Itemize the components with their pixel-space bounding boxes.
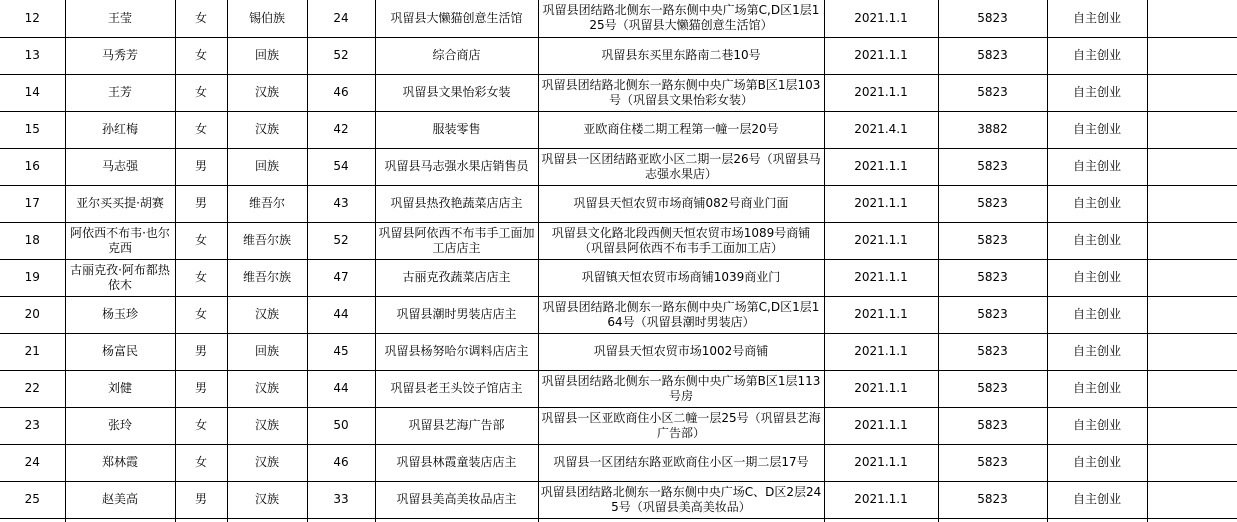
address-cell: 巩留县东买里东路南二巷10号 [538,37,824,74]
address-cell: 巩留镇天恒农贸市场商铺1039商业门 [538,259,824,296]
table-row [0,333,1237,370]
type-cell: 自主创业 [1047,222,1147,259]
business-cell: 巩留县美高美妆品店主 [375,481,538,518]
remark-cell [1147,259,1237,296]
gender-cell: 男 [175,333,227,370]
type-cell: 自主创业 [1047,370,1147,407]
business-cell: 巩留县马志强水果店销售员 [375,148,538,185]
ethnicity-cell: 维吾尔族 [227,259,307,296]
age-cell: 44 [307,370,375,407]
table-row [0,222,1237,259]
address-cell: 巩留县团结路北侧东一路东侧中央广场第B区1层113号房 [538,370,824,407]
age-cell: 45 [307,333,375,370]
business-cell: 巩留县老王头饺子馆店主 [375,370,538,407]
business-cell: 巩留县大懒猫创意生活馆 [375,0,538,37]
seq-cell: 16 [0,148,65,185]
gender-cell: 女 [175,407,227,444]
business-cell: 古丽克孜蔬菜店店主 [375,259,538,296]
table-row [0,407,1237,444]
amount-cell: 3882 [938,111,1047,148]
remark-cell [1147,222,1237,259]
gender-cell: 女 [175,296,227,333]
remark-cell [1147,481,1237,518]
amount-cell: 5823 [938,37,1047,74]
date-cell: 2021.1.1 [824,370,938,407]
seq-cell: 25 [0,481,65,518]
remark-cell [1147,111,1237,148]
remark-cell [1147,37,1237,74]
age-cell: 50 [307,407,375,444]
business-cell: 巩留县文果怡彩女装 [375,74,538,111]
gender-cell: 女 [175,111,227,148]
seq-cell: 18 [0,222,65,259]
type-cell: 自主创业 [1047,296,1147,333]
ethnicity-cell: 回族 [227,37,307,74]
address-cell: 亚欧商住楼二期工程第一幢一层20号 [538,111,824,148]
remark-cell [1147,74,1237,111]
age-cell: 33 [307,481,375,518]
table-row [0,0,1237,37]
name-cell: 王芳 [65,74,175,111]
amount-cell: 5823 [938,185,1047,222]
type-cell: 自主创业 [1047,185,1147,222]
gender-cell: 男 [175,481,227,518]
remark-cell [1147,148,1237,185]
seq-cell: 24 [0,444,65,481]
name-cell: 马志强 [65,148,175,185]
empty-cell [538,518,824,522]
gender-cell: 女 [175,0,227,37]
address-cell: 巩留县一区团结路亚欧小区二期一层26号（巩留县马志强水果店） [538,148,824,185]
address-cell: 巩留县天恒农贸市场1002号商铺 [538,333,824,370]
age-cell: 52 [307,222,375,259]
name-cell: 孙红梅 [65,111,175,148]
type-cell: 自主创业 [1047,148,1147,185]
type-cell: 自主创业 [1047,481,1147,518]
name-cell: 刘健 [65,370,175,407]
ethnicity-cell: 汉族 [227,481,307,518]
date-cell: 2021.1.1 [824,296,938,333]
empty-cell [65,518,175,522]
seq-cell: 13 [0,37,65,74]
ethnicity-cell: 维吾尔 [227,185,307,222]
age-cell: 43 [307,185,375,222]
empty-cell [1147,518,1237,522]
amount-cell: 5823 [938,74,1047,111]
name-cell: 王莹 [65,0,175,37]
age-cell: 47 [307,259,375,296]
table-row [0,370,1237,407]
table-row [0,37,1237,74]
seq-cell: 15 [0,111,65,148]
table-row-partial [0,518,1237,522]
date-cell: 2021.1.1 [824,407,938,444]
remark-cell [1147,296,1237,333]
seq-cell: 12 [0,0,65,37]
date-cell: 2021.1.1 [824,259,938,296]
business-cell: 巩留县艺海广告部 [375,407,538,444]
date-cell: 2021.1.1 [824,148,938,185]
seq-cell: 22 [0,370,65,407]
type-cell: 自主创业 [1047,444,1147,481]
table-row [0,111,1237,148]
remark-cell [1147,0,1237,37]
seq-cell: 14 [0,74,65,111]
date-cell: 2021.4.1 [824,111,938,148]
business-cell: 巩留县潮时男装店店主 [375,296,538,333]
ethnicity-cell: 汉族 [227,407,307,444]
empty-cell [175,518,227,522]
business-cell: 巩留县杨努哈尔调料店店主 [375,333,538,370]
address-cell: 巩留县一区团结东路亚欧商住小区一期二层17号 [538,444,824,481]
type-cell: 自主创业 [1047,407,1147,444]
name-cell: 郑林霞 [65,444,175,481]
name-cell: 杨富民 [65,333,175,370]
empty-cell [227,518,307,522]
business-cell: 服装零售 [375,111,538,148]
seq-cell: 21 [0,333,65,370]
age-cell: 46 [307,444,375,481]
remark-cell [1147,185,1237,222]
age-cell: 24 [307,0,375,37]
table-row [0,185,1237,222]
type-cell: 自主创业 [1047,37,1147,74]
remark-cell [1147,333,1237,370]
name-cell: 亚尔买买提·胡赛 [65,185,175,222]
date-cell: 2021.1.1 [824,74,938,111]
amount-cell: 5823 [938,481,1047,518]
remark-cell [1147,407,1237,444]
business-cell: 巩留县阿依西不布韦手工面加工店店主 [375,222,538,259]
date-cell: 2021.1.1 [824,333,938,370]
gender-cell: 男 [175,370,227,407]
amount-cell: 5823 [938,259,1047,296]
gender-cell: 女 [175,444,227,481]
remark-cell [1147,444,1237,481]
empty-cell [375,518,538,522]
address-cell: 巩留县团结路北侧东一路东侧中央广场第B区1层103号（巩留县文果怡彩女装） [538,74,824,111]
age-cell: 46 [307,74,375,111]
type-cell: 自主创业 [1047,111,1147,148]
age-cell: 44 [307,296,375,333]
address-cell: 巩留县团结路北侧东一路东侧中央广场C、D区2层245号（巩留县美高美妆品） [538,481,824,518]
age-cell: 42 [307,111,375,148]
seq-cell: 19 [0,259,65,296]
seq-cell: 23 [0,407,65,444]
empty-cell [307,518,375,522]
seq-cell: 20 [0,296,65,333]
remark-cell [1147,370,1237,407]
amount-cell: 5823 [938,333,1047,370]
name-cell: 赵美高 [65,481,175,518]
gender-cell: 男 [175,185,227,222]
ethnicity-cell: 汉族 [227,370,307,407]
table-row [0,444,1237,481]
ethnicity-cell: 回族 [227,333,307,370]
address-cell: 巩留县团结路北侧东一路东侧中央广场第C,D区1层164号（巩留县潮时男装店） [538,296,824,333]
business-cell: 巩留县热孜艳蔬菜店店主 [375,185,538,222]
table-row [0,259,1237,296]
amount-cell: 5823 [938,407,1047,444]
date-cell: 2021.1.1 [824,444,938,481]
amount-cell: 5823 [938,222,1047,259]
table-row [0,481,1237,518]
ethnicity-cell: 汉族 [227,74,307,111]
address-cell: 巩留县天恒农贸市场商铺082号商业门面 [538,185,824,222]
empty-cell [0,518,65,522]
amount-cell: 5823 [938,444,1047,481]
date-cell: 2021.1.1 [824,185,938,222]
address-cell: 巩留县团结路北侧东一路东侧中央广场第C,D区1层125号（巩留县大懒猫创意生活馆） [538,0,824,37]
empty-cell [1047,518,1147,522]
type-cell: 自主创业 [1047,74,1147,111]
ethnicity-cell: 汉族 [227,111,307,148]
seq-cell: 17 [0,185,65,222]
gender-cell: 女 [175,259,227,296]
business-cell: 综合商店 [375,37,538,74]
empty-cell [824,518,938,522]
amount-cell: 5823 [938,148,1047,185]
name-cell: 阿依西不布韦·也尔克西 [65,222,175,259]
amount-cell: 5823 [938,296,1047,333]
date-cell: 2021.1.1 [824,0,938,37]
table-row [0,296,1237,333]
gender-cell: 女 [175,222,227,259]
type-cell: 自主创业 [1047,0,1147,37]
name-cell: 张玲 [65,407,175,444]
date-cell: 2021.1.1 [824,222,938,259]
type-cell: 自主创业 [1047,259,1147,296]
ethnicity-cell: 汉族 [227,444,307,481]
type-cell: 自主创业 [1047,333,1147,370]
gender-cell: 女 [175,74,227,111]
date-cell: 2021.1.1 [824,481,938,518]
ethnicity-cell: 锡伯族 [227,0,307,37]
age-cell: 54 [307,148,375,185]
business-cell: 巩留县林霞童装店店主 [375,444,538,481]
table-row [0,148,1237,185]
name-cell: 马秀芳 [65,37,175,74]
address-cell: 巩留县文化路北段西侧天恒农贸市场1089号商铺（巩留县阿依西不布韦手工面加工店） [538,222,824,259]
ethnicity-cell: 回族 [227,148,307,185]
gender-cell: 女 [175,37,227,74]
amount-cell: 5823 [938,370,1047,407]
empty-cell [938,518,1047,522]
age-cell: 52 [307,37,375,74]
name-cell: 杨玉珍 [65,296,175,333]
table-row [0,74,1237,111]
name-cell: 古丽克孜·阿布都热依木 [65,259,175,296]
ethnicity-cell: 汉族 [227,296,307,333]
amount-cell: 5823 [938,0,1047,37]
gender-cell: 男 [175,148,227,185]
ethnicity-cell: 维吾尔族 [227,222,307,259]
address-cell: 巩留县一区亚欧商住小区二幢一层25号（巩留县艺海广告部） [538,407,824,444]
date-cell: 2021.1.1 [824,37,938,74]
